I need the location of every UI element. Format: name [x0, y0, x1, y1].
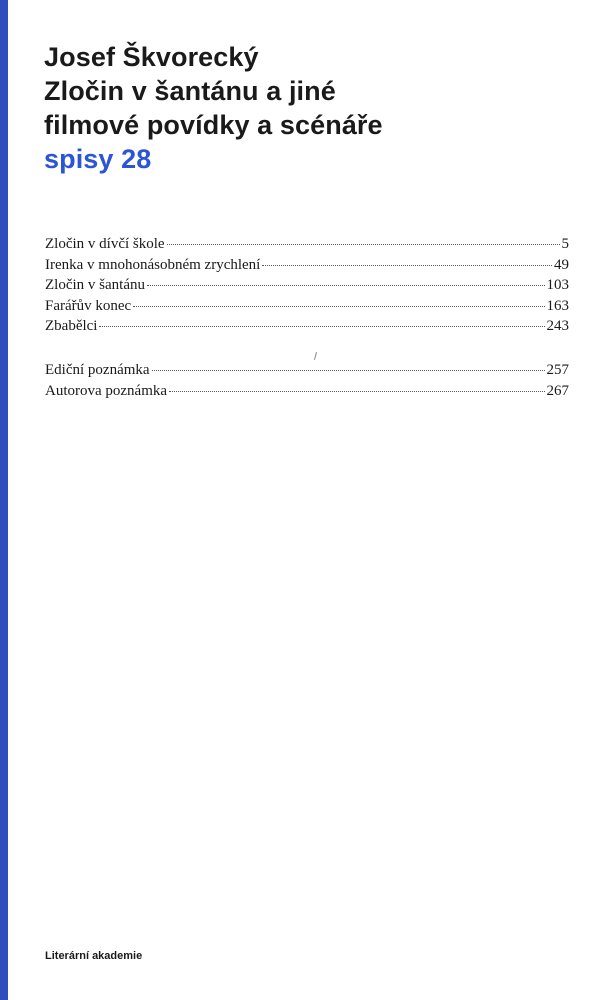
- toc-entry-page: 267: [546, 382, 569, 399]
- author-name: Josef Škvorecký: [44, 42, 259, 72]
- publisher-name: Literární akademie: [45, 950, 143, 962]
- dot-leader: [147, 272, 545, 286]
- notes-contents: [45, 360, 569, 401]
- series-label: spisy 28: [44, 144, 152, 174]
- toc-entry: [45, 381, 569, 402]
- toc-entry-page: 257: [546, 362, 569, 378]
- title-block: [44, 40, 383, 176]
- toc-entry-page: 243: [546, 318, 569, 334]
- toc-entry-title: Autorova poznámka: [45, 382, 168, 399]
- table-of-contents: [45, 234, 569, 337]
- toc-entry-page: 163: [546, 297, 569, 314]
- toc-entry-title: Zločin v šantánu: [45, 277, 145, 293]
- toc-entry-page: 5: [561, 236, 569, 252]
- dot-leader: [262, 252, 552, 266]
- book-title-line-1: Zločin v šantánu a jiné: [44, 76, 336, 106]
- dot-leader: [152, 357, 545, 371]
- toc-entry-title: Farářův konec: [45, 297, 132, 314]
- blue-edge-bar: [0, 0, 8, 1000]
- toc-entry-page: 103: [546, 277, 569, 293]
- book-title-line-2: filmové povídky a scénáře: [44, 110, 383, 140]
- toc-entry-title: Ediční poznámka: [45, 362, 150, 378]
- dot-leader: [133, 293, 544, 307]
- toc-entry: [45, 316, 569, 337]
- toc-entry-title: Zločin v dívčí škole: [45, 236, 165, 252]
- dot-leader: [167, 231, 560, 245]
- dot-leader: [169, 378, 544, 392]
- dot-leader: [99, 313, 544, 327]
- toc-entry-title: Zbabělci: [45, 318, 98, 334]
- toc-entry-title: Irenka v mnohonásobném zrychlení: [45, 256, 261, 273]
- toc-entry-page: 49: [554, 256, 569, 273]
